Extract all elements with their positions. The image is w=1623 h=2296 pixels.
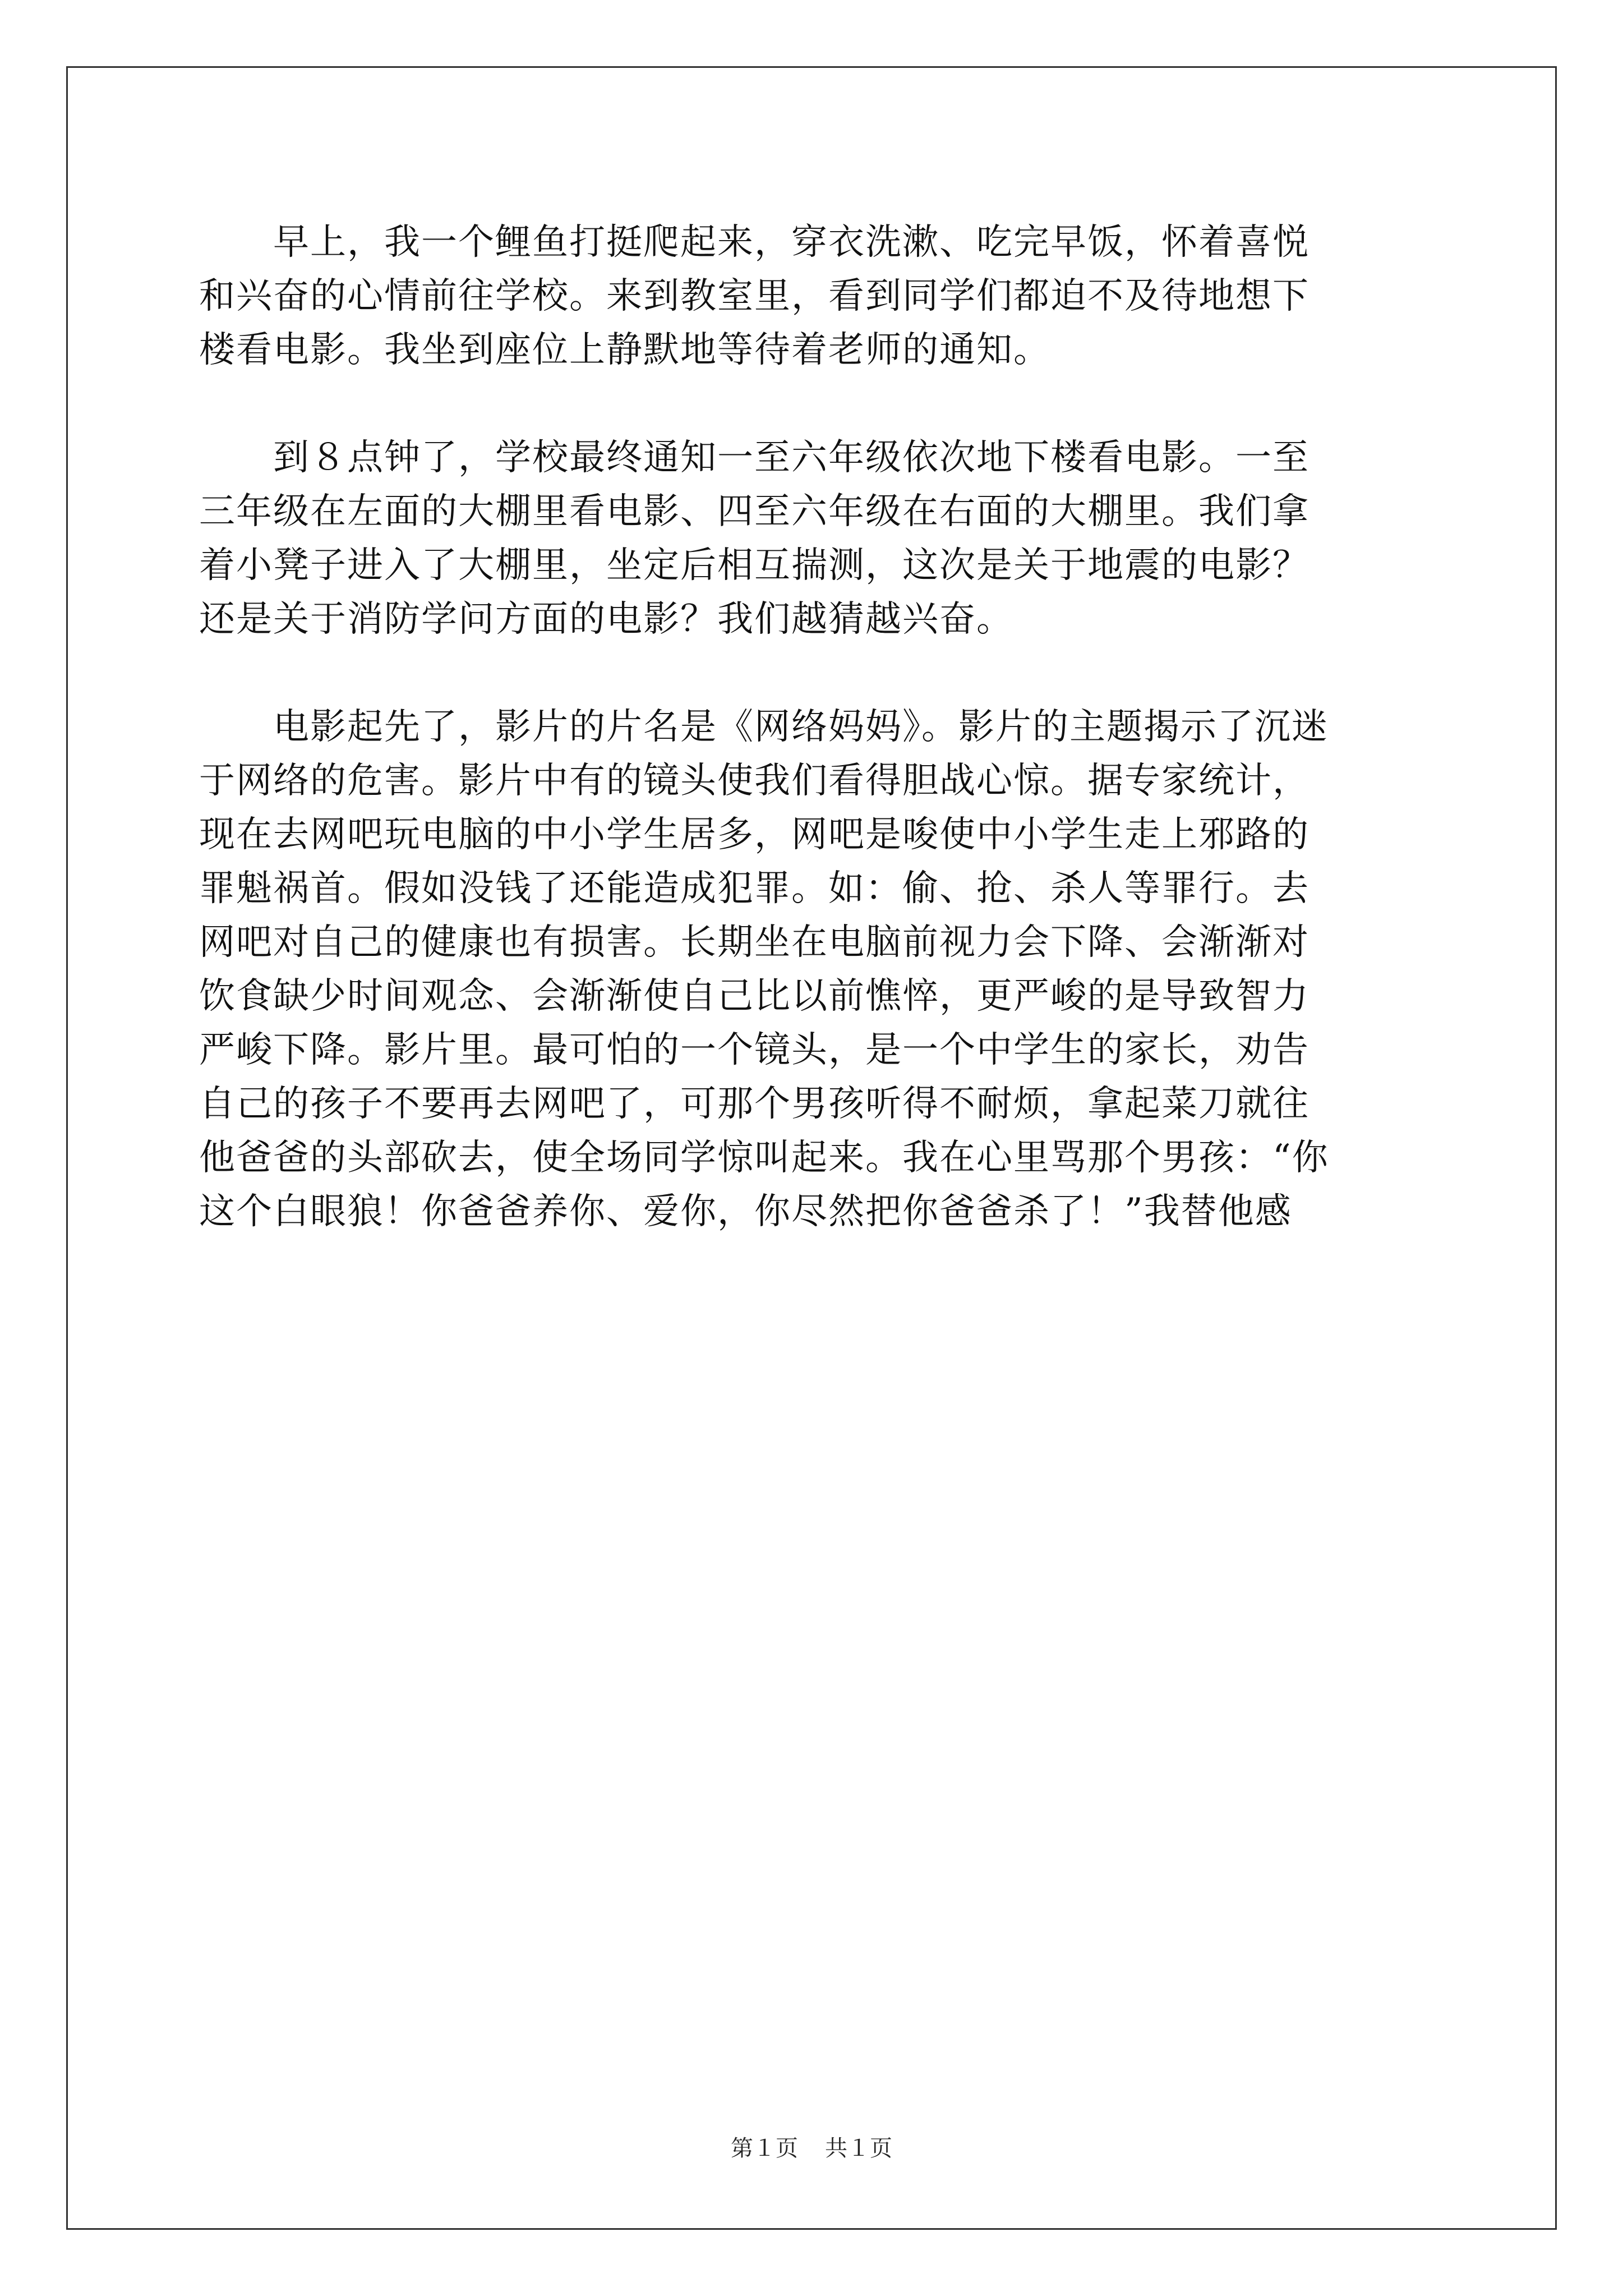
text-line: 楼看电影。我坐到座位上静默地等待着老师的通知。 bbox=[199, 329, 1050, 371]
text-line: 还是关于消防学问方面的电影？我们越猜越兴奋。 bbox=[199, 599, 1013, 640]
page-footer bbox=[0, 2134, 1623, 2162]
text-line: 于网络的危害。影片中有的镜头使我们看得胆战心惊。据专家统计， bbox=[199, 760, 1310, 802]
page-total: 共１页 bbox=[825, 2136, 892, 2161]
document-body bbox=[199, 215, 1427, 1239]
text-line: 这个白眼狼！你爸爸养你、爱你，你尽然把你爸爸杀了！”我替他感 bbox=[199, 1191, 1292, 1232]
text-line: 严峻下降。影片里。最可怕的一个镜头，是一个中学生的家长，劝告 bbox=[199, 1029, 1310, 1071]
text-line: 现在去网吧玩电脑的中小学生居多，网吧是唆使中小学生走上邪路的 bbox=[199, 814, 1310, 855]
text-line: 自己的孩子不要再去网吧了，可那个男孩听得不耐烦，拿起菜刀就往 bbox=[199, 1083, 1310, 1125]
text-line: 他爸爸的头部砍去，使全场同学惊叫起来。我在心里骂那个男孩：“你 bbox=[199, 1137, 1329, 1179]
text-line: 电影起先了，影片的片名是《网络妈妈》。影片的主题揭示了沉迷 bbox=[199, 706, 1329, 748]
text-line: 和兴奋的心情前往学校。来到教室里，看到同学们都迫不及待地想下 bbox=[199, 275, 1310, 317]
text-line: 网吧对自己的健康也有损害。长期坐在电脑前视力会下降、会渐渐对 bbox=[199, 922, 1310, 963]
text-line: 饮食缺少时间观念、会渐渐使自己比以前憔悴，更严峻的是导致智力 bbox=[199, 976, 1310, 1017]
text-line: 到８点钟了，学校最终通知一至六年级依次地下楼看电影。一至 bbox=[199, 437, 1310, 478]
page-number: 第１页 bbox=[731, 2136, 798, 2161]
text-line: 着小凳子进入了大棚里，坐定后相互揣测，这次是关于地震的电影？ bbox=[199, 545, 1310, 586]
text-line: 三年级在左面的大棚里看电影、四至六年级在右面的大棚里。我们拿 bbox=[199, 491, 1310, 532]
text-line: 早上，我一个鲤鱼打挺爬起来，穿衣洗漱、吃完早饭，怀着喜悦 bbox=[199, 222, 1310, 263]
text-line: 罪魁祸首。假如没钱了还能造成犯罪。如：偷、抢、杀人等罪行。去 bbox=[199, 868, 1310, 909]
